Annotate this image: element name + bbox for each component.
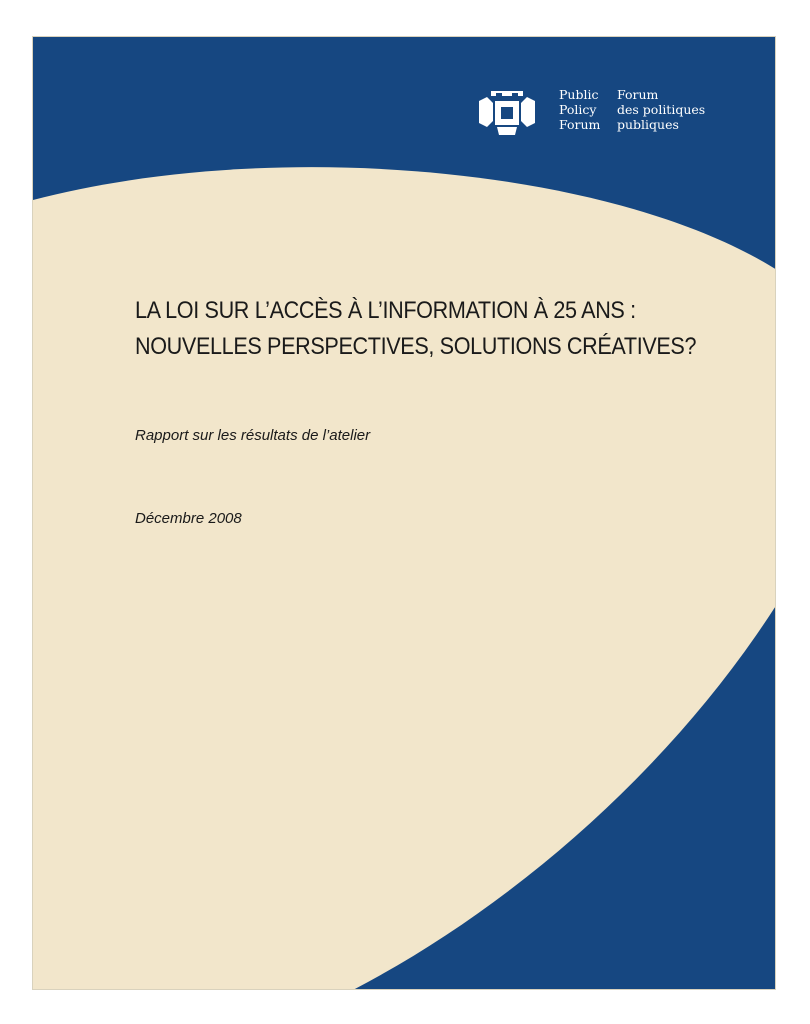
title-line: LA LOI SUR L’ACCÈS À L’INFORMATION À 25 ANS : [135, 297, 636, 324]
report-title [135, 293, 697, 365]
logo-french-line: des politiques [617, 102, 706, 117]
logo-english-line: Policy [559, 102, 597, 117]
logo-french-line: Forum [617, 87, 659, 102]
logo-text-french [617, 87, 705, 132]
report-date: Décembre 2008 [135, 510, 242, 527]
logo-english-line: Public [559, 87, 599, 102]
title-line: NOUVELLES PERSPECTIVES, SOLUTIONS CRÉATIVES? [135, 333, 697, 360]
report-subtitle: Rapport sur les résultats de l’atelier [135, 427, 371, 444]
report-cover [32, 36, 776, 990]
public-policy-forum-logo [477, 87, 737, 137]
logo-text-english [559, 87, 600, 132]
logo-french-line: publiques [617, 117, 679, 132]
castle-tower-icon [477, 87, 537, 137]
logo-english-line: Forum [559, 117, 601, 132]
